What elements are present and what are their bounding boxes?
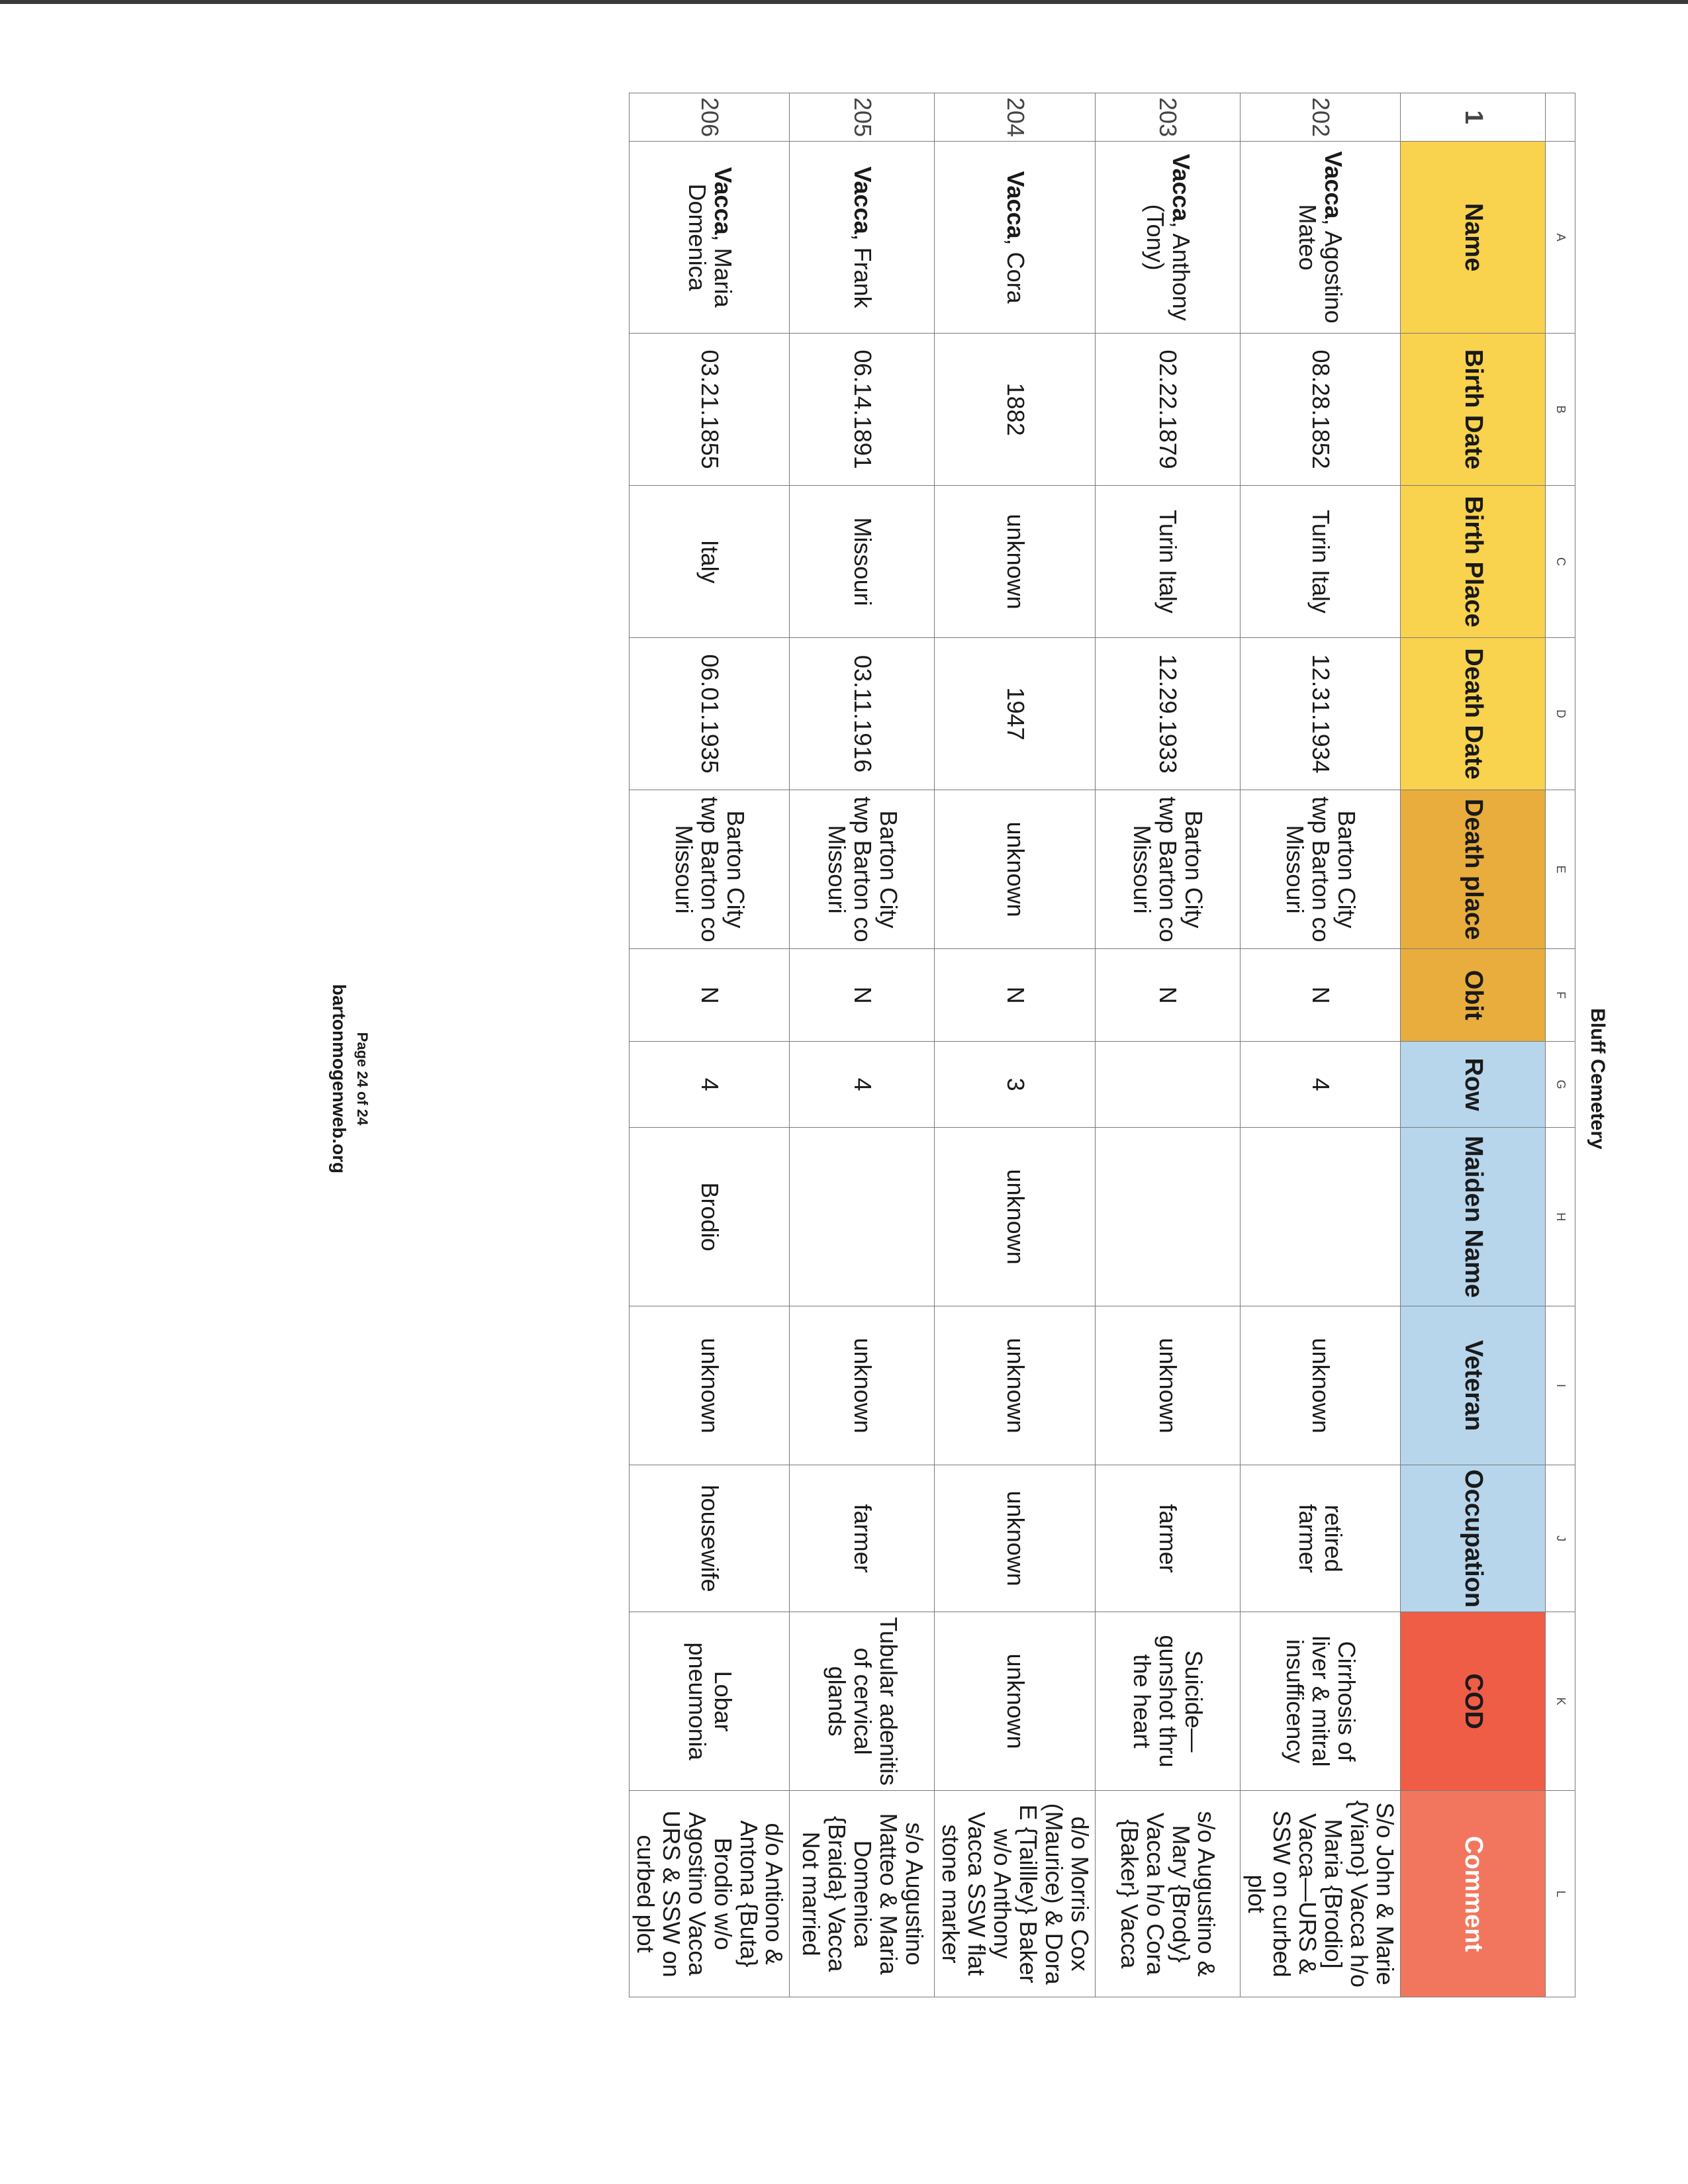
column-letter: F: [1546, 949, 1575, 1042]
cod-cell: Lobar pneumonia: [630, 1612, 790, 1791]
header-occupation: Occupation: [1401, 1465, 1546, 1612]
header-veteran: Veteran: [1401, 1306, 1546, 1465]
maiden-name-cell: unknown: [935, 1128, 1095, 1306]
birth-place-cell: Italy: [630, 486, 790, 638]
row-number: 203: [1095, 93, 1240, 142]
header-death-place: Death place: [1401, 790, 1546, 949]
veteran-cell: unknown: [1240, 1306, 1400, 1465]
death-date-cell: 1947: [935, 638, 1095, 790]
occupation-cell: farmer: [790, 1465, 935, 1612]
given-name: , Frank: [849, 234, 876, 308]
row-cell: 4: [1240, 1042, 1400, 1128]
column-letter: G: [1546, 1042, 1575, 1128]
birth-date-cell: 06.14.1891: [790, 334, 935, 486]
birth-place-cell: Turin Italy: [1240, 486, 1400, 638]
birth-date-cell: 08.28.1852: [1240, 334, 1400, 486]
column-letter: B: [1546, 334, 1575, 486]
page-number: Page 24 of 24: [354, 1032, 371, 1126]
cod-cell: Cirrhosis of liver & mitral insufficency: [1240, 1612, 1400, 1791]
birth-place-cell: Turin Italy: [1095, 486, 1240, 638]
header-birth-date: Birth Date: [1401, 334, 1546, 486]
veteran-cell: unknown: [1095, 1306, 1240, 1465]
table-row: [630, 93, 790, 1997]
header-name: Name: [1401, 142, 1546, 334]
column-letter: E: [1546, 790, 1575, 949]
surname: Vacca: [1002, 171, 1029, 239]
cod-cell: unknown: [935, 1612, 1095, 1791]
obit-cell: N: [935, 949, 1095, 1042]
cemetery-table: [629, 93, 1575, 1997]
veteran-cell: unknown: [630, 1306, 790, 1465]
comment-cell: s/o Augustino Matteo & Maria Domenica {Braida} Vacca Not married: [790, 1791, 935, 1997]
death-place-cell: Barton City twp Barton co Missouri: [1240, 790, 1400, 949]
corner-cell: [1546, 93, 1575, 142]
table-row: [935, 93, 1095, 1997]
header-row: Row: [1401, 1042, 1546, 1128]
comment-cell: d/o Antiono & Antona {Buta} Brodio w/o Agostino Vacca URS & SSW on curbed plot: [630, 1791, 790, 1997]
table-row: [1240, 93, 1400, 1997]
surname: Vacca: [1320, 151, 1348, 219]
death-place-cell: Barton City twp Barton co Missouri: [790, 790, 935, 949]
column-letter-row: [1546, 93, 1575, 1997]
header-maiden-name: Maiden Name: [1401, 1128, 1546, 1306]
column-letter: H: [1546, 1128, 1575, 1306]
obit-cell: N: [630, 949, 790, 1042]
occupation-cell: retired farmer: [1240, 1465, 1400, 1612]
row-number: 204: [935, 93, 1095, 142]
column-letter: D: [1546, 638, 1575, 790]
veteran-cell: unknown: [935, 1306, 1095, 1465]
comment-cell: s/o Augustino & Mary {Brody} Vacca h/o Cora {Baker} Vacca: [1095, 1791, 1240, 1997]
occupation-cell: housewife: [630, 1465, 790, 1612]
birth-date-cell: 03.21.1855: [630, 334, 790, 486]
obit-cell: N: [1240, 949, 1400, 1042]
site-url: bartonmogenweb.org: [329, 983, 350, 1174]
surname: Vacca: [1167, 154, 1195, 222]
given-name: , Anthony (Tony): [1141, 204, 1195, 321]
row-number: 202: [1240, 93, 1400, 142]
row-cell: 4: [630, 1042, 790, 1128]
maiden-name-cell: [790, 1128, 935, 1306]
column-letter: K: [1546, 1612, 1575, 1791]
death-date-cell: 12.29.1933: [1095, 638, 1240, 790]
row-cell: 4: [790, 1042, 935, 1128]
occupation-cell: farmer: [1095, 1465, 1240, 1612]
birth-date-cell: 1882: [935, 334, 1095, 486]
cod-cell: Tubular adenitis of cervical glands: [790, 1612, 935, 1791]
occupation-cell: unknown: [935, 1465, 1095, 1612]
header-death-date: Death Date: [1401, 638, 1546, 790]
surname: Vacca: [849, 166, 876, 234]
column-letter: A: [1546, 142, 1575, 334]
given-name: , Cora: [1002, 238, 1029, 304]
scan-edge-line: [0, 0, 1688, 4]
birth-date-cell: 02.22.1879: [1095, 334, 1240, 486]
name-cell: [790, 142, 935, 334]
comment-cell: S/o John & Marie {Viano} Vacca h/o Maria {Brodio] Vacca—URS & SSW on curbed plot: [1240, 1791, 1400, 1997]
header-birth-place: Birth Place: [1401, 486, 1546, 638]
maiden-name-cell: [1240, 1128, 1400, 1306]
death-place-cell: Barton City twp Barton co Missouri: [630, 790, 790, 949]
header-comment: Comment: [1401, 1791, 1546, 1997]
header-cod: COD: [1401, 1612, 1546, 1791]
cod-cell: Suicide—gunshot thru the heart: [1095, 1612, 1240, 1791]
column-letter: I: [1546, 1306, 1575, 1465]
death-place-cell: Barton City twp Barton co Missouri: [1095, 790, 1240, 949]
obit-cell: N: [1095, 949, 1240, 1042]
name-cell: [1095, 142, 1240, 334]
row-cell: 3: [935, 1042, 1095, 1128]
death-date-cell: 03.11.1916: [790, 638, 935, 790]
column-letter: J: [1546, 1465, 1575, 1612]
table-row: [790, 93, 935, 1997]
veteran-cell: unknown: [790, 1306, 935, 1465]
comment-cell: d/o Morris Cox (Maurice) & Dora E {Taillley} Baker w/o Anthony Vacca SSW flat stone marker: [935, 1791, 1095, 1997]
sheet-title: Bluff Cemetery: [1587, 1008, 1609, 1150]
page-footer: [328, 66, 371, 2091]
rotated-page: [265, 66, 1622, 2091]
row-cell: [1095, 1042, 1240, 1128]
death-date-cell: 12.31.1934: [1240, 638, 1400, 790]
given-name: , Maria Domenica: [683, 183, 737, 308]
death-date-cell: 06.01.1935: [630, 638, 790, 790]
name-cell: [630, 142, 790, 334]
column-letter: C: [1546, 486, 1575, 638]
name-cell: [935, 142, 1095, 334]
column-letter: L: [1546, 1791, 1575, 1997]
surname: Vacca: [709, 167, 737, 235]
death-place-cell: unknown: [935, 790, 1095, 949]
birth-place-cell: unknown: [935, 486, 1095, 638]
maiden-name-cell: [1095, 1128, 1240, 1306]
name-cell: [1240, 142, 1400, 334]
row-number: 1: [1401, 93, 1546, 142]
table-row: [1095, 93, 1240, 1997]
obit-cell: N: [790, 949, 935, 1042]
maiden-name-cell: Brodio: [630, 1128, 790, 1306]
given-name: , Agostino Mateo: [1294, 204, 1348, 324]
row-number: 205: [790, 93, 935, 142]
header-row: [1401, 93, 1546, 1997]
birth-place-cell: Missouri: [790, 486, 935, 638]
header-obit: Obit: [1401, 949, 1546, 1042]
row-number: 206: [630, 93, 790, 142]
